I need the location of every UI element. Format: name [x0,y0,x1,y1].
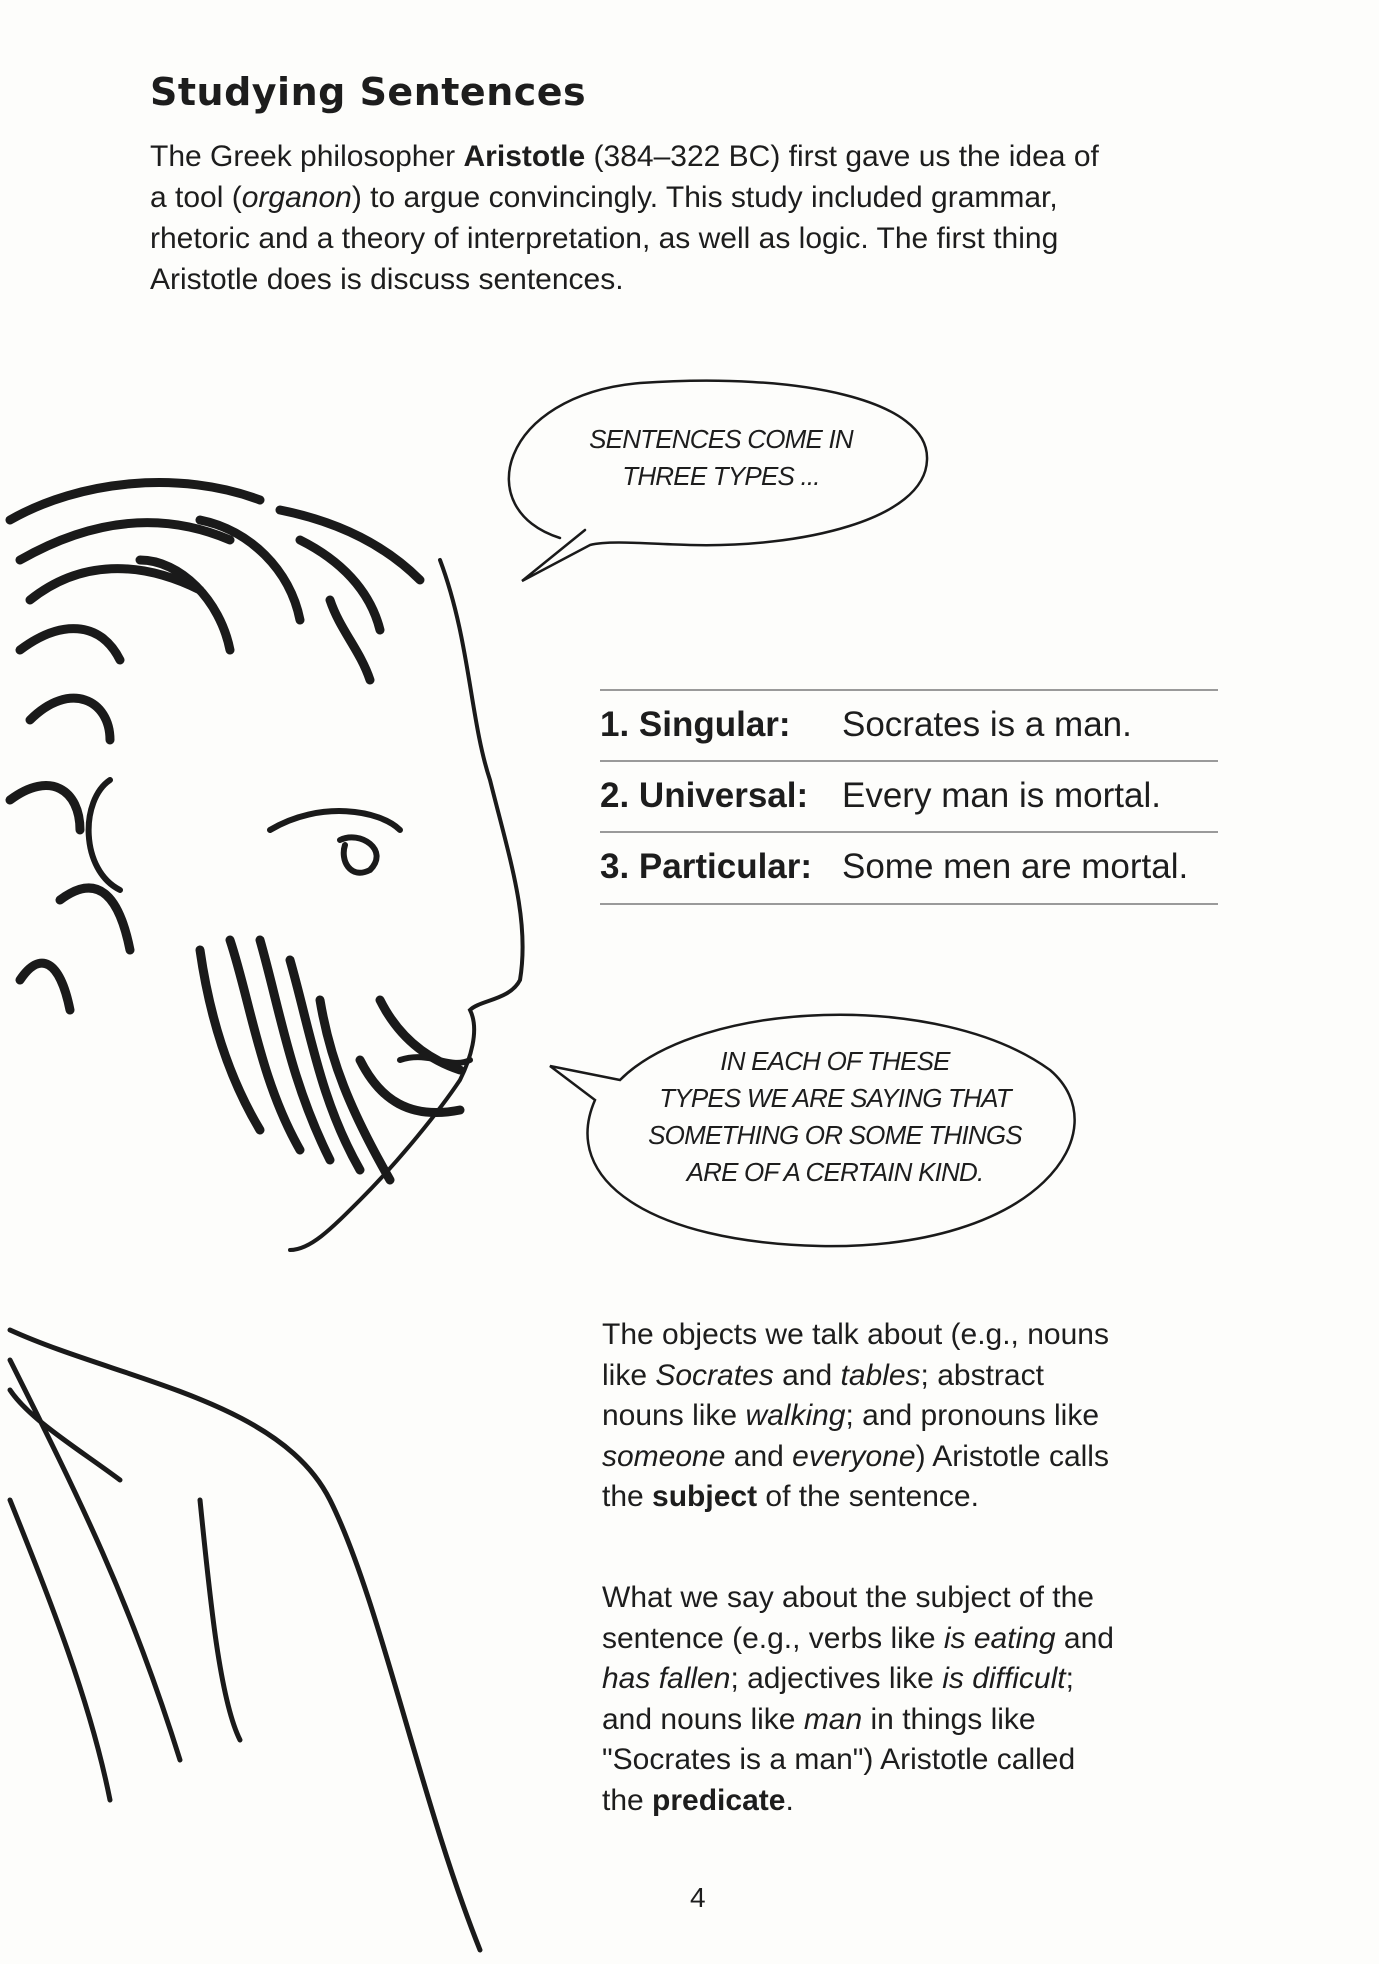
type-label: 2. Universal: [600,776,809,815]
bubble-line: TYPES WE ARE SAYING THAT [659,1083,1011,1113]
bold-term: Aristotle [463,140,586,173]
italic-term: has fallen [602,1662,731,1696]
italic-term: Socrates [655,1358,774,1392]
bubble-line: IN EACH OF THESE [720,1046,950,1076]
text: (384–322 BC) first gave us the idea of a tool ( [150,140,1099,214]
bubble-line: ARE OF A CERTAIN KIND. [686,1157,984,1187]
sentence-type-row [600,761,1161,831]
type-example: Some men are mortal. [842,847,1189,886]
predicate-paragraph [602,1578,1122,1822]
type-example: Every man is mortal. [842,776,1161,815]
type-label: 1. Singular: [600,705,791,744]
speech-bubble-1-text [540,421,902,495]
italic-term: organon [241,181,352,214]
bold-term: subject [652,1480,758,1514]
subject-paragraph [602,1315,1122,1518]
bubble-line: THREE TYPES ... [622,461,820,491]
speech-bubble-2-text [600,1043,1070,1191]
italic-term: man [803,1702,863,1736]
text: in things like "Socrates is a man") Aristotle called the [602,1702,1076,1817]
text: ; adjectives like [730,1662,943,1696]
italic-term: is difficult [942,1662,1066,1696]
text: The Greek philosopher [150,140,464,173]
text: of the sentence. [757,1480,979,1514]
text: and [1055,1621,1114,1655]
text: ; and pronouns like [845,1399,1100,1433]
italic-term: tables [840,1358,921,1392]
type-example: Socrates is a man. [842,705,1132,744]
bold-term: predicate [652,1783,786,1817]
text: What we say about the subject of the sentence (e.g., verbs like [602,1581,1094,1655]
type-label: 3. Particular: [600,847,813,886]
page-number: 4 [690,1882,706,1913]
italic-term: is eating [943,1621,1056,1655]
intro-paragraph [150,136,1100,300]
text: The objects we talk about (e.g., nouns like [602,1318,1109,1392]
sentence-type-row [600,832,1188,902]
bubble-line: SENTENCES COME IN [589,424,853,454]
italic-term: someone [602,1439,726,1473]
text: . [785,1783,794,1817]
bubble-line: SOMETHING OR SOME THINGS [648,1120,1022,1150]
text: ) Aristotle calls the [602,1439,1109,1514]
text: ; abstract nouns like [602,1358,1044,1433]
page-title: Studying Sentences [150,70,587,114]
text: ) to argue convincingly. This study included grammar, rhetoric and a theory of interpretation, as well as logic. The first thing Aristotle does is discuss sentences. [150,181,1059,296]
italic-term: walking [745,1399,846,1433]
divider [600,903,1218,905]
sentence-type-row [600,690,1132,760]
text: and [773,1358,841,1392]
text: ; and nouns like [602,1662,1074,1736]
text: and [725,1439,793,1473]
italic-term: everyone [792,1439,916,1473]
